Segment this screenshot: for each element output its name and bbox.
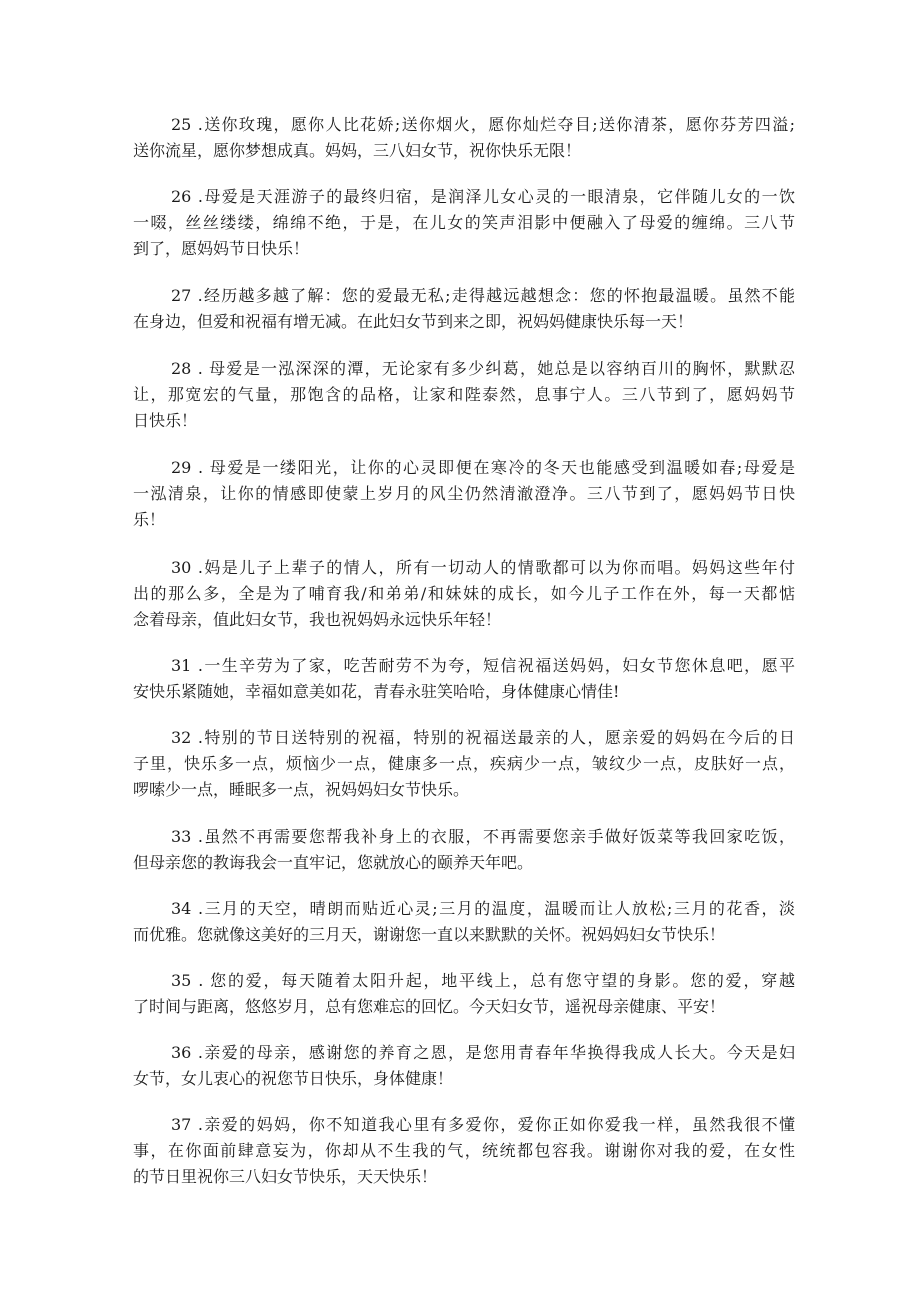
wish-item-32 <box>133 725 795 803</box>
wish-item-33 <box>133 824 795 876</box>
item-line: 31 .一生辛劳为了家，吃苦耐劳不为夸，短信祝福送妈妈，妇女节您休息吧，愿平 <box>171 656 795 675</box>
wish-item-31 <box>133 653 795 705</box>
item-line: 一泓清泉，让你的情感即使蒙上岁月的风尘仍然清澈澄净。三八节到了，愿妈妈节日快 <box>133 484 795 503</box>
wish-item-29 <box>133 455 795 533</box>
item-line: 事，在你面前肆意妄为，你却从不生我的气，统统都包容我。谢谢你对我的爱，在女性 <box>133 1141 795 1160</box>
item-line: 27 .经历越多越了解：您的爱最无私;走得越远越想念：您的怀抱最温暖。虽然不能 <box>171 286 795 305</box>
wish-item-28 <box>133 356 795 434</box>
item-line: 36 .亲爱的母亲，感谢您的养育之恩，是您用青春年华换得我成人长大。今天是妇 <box>171 1043 795 1062</box>
wish-item-27 <box>133 283 795 335</box>
item-line: 了时间与距离，悠悠岁月，总有您难忘的回忆。今天妇女节，遥祝母亲健康、平安！ <box>133 997 726 1016</box>
item-line: 而优雅。您就像这美好的三月天，谢谢您一直以来默默的关怀。祝妈妈妇女节快乐！ <box>133 925 726 944</box>
item-line: 乐！ <box>133 510 166 529</box>
item-line: 26 .母爱是天涯游子的最终归宿，是润泽儿女心灵的一眼清泉，它伴随儿女的一饮 <box>171 187 795 206</box>
item-line: 在身边，但爱和祝福有增无减。在此妇女节到来之即，祝妈妈健康快乐每一天！ <box>133 312 694 331</box>
item-line: 29 . 母爱是一缕阳光，让你的心灵即便在寒冷的冬天也能感受到温暖如春;母爱是 <box>171 458 795 477</box>
wish-item-26 <box>133 184 795 262</box>
item-line: 但母亲您的教诲我会一直牢记，您就放心的颐养天年吧。 <box>133 853 534 872</box>
item-line: 一啜，丝丝缕缕，绵绵不绝，于是，在儿女的笑声泪影中便融入了母爱的缠绵。三八节 <box>133 213 795 232</box>
item-line: 送你流星，愿你梦想成真。妈妈，三八妇女节，祝你快乐无限！ <box>133 141 582 160</box>
item-line: 日快乐！ <box>133 411 198 430</box>
item-line: 32 .特别的节日送特别的祝福，特别的祝福送最亲的人，愿亲爱的妈妈在今后的日 <box>171 728 795 747</box>
wish-item-37 <box>133 1112 795 1190</box>
item-line: 37 .亲爱的妈妈，你不知道我心里有多爱你，爱你正如你爱我一样，虽然我很不懂 <box>171 1115 795 1134</box>
item-line: 的节日里祝你三八妇女节快乐，天天快乐！ <box>133 1167 438 1186</box>
item-line: 25 .送你玫瑰，愿你人比花娇;送你烟火，愿你灿烂夺目;送你清茶，愿你芬芳四溢; <box>171 115 795 134</box>
item-line: 30 .妈是儿子上辈子的情人，所有一切动人的情歌都可以为你而唱。妈妈这些年付 <box>171 558 795 577</box>
item-line: 到了，愿妈妈节日快乐！ <box>133 239 310 258</box>
item-line: 出的那么多，全是为了哺育我/和弟弟/和妹妹的成长，如今儿子工作在外，每一天都惦 <box>133 584 795 603</box>
item-line: 子里，快乐多一点，烦恼少一点，健康多一点，疾病少一点，皱纹少一点，皮肤好一点， <box>133 754 795 773</box>
wish-item-25 <box>133 112 795 164</box>
item-line: 安快乐紧随她，幸福如意美如花，青春永驻笑哈哈，身体健康心情佳! <box>133 682 620 701</box>
item-line: 34 .三月的天空，晴朗而贴近心灵;三月的温度，温暖而让人放松;三月的花香，淡 <box>171 899 795 918</box>
item-line: 35 . 您的爱，每天随着太阳升起，地平线上，总有您守望的身影。您的爱，穿越 <box>171 971 795 990</box>
wish-item-35 <box>133 968 795 1020</box>
item-line: 女节，女儿衷心的祝您节日快乐，身体健康！ <box>133 1069 454 1088</box>
item-line: 啰嗦少一点，睡眠多一点，祝妈妈妇女节快乐。 <box>133 780 470 799</box>
item-line: 让，那宽宏的气量，那饱含的品格，让家和陛泰然，息事宁人。三八节到了，愿妈妈节 <box>133 385 795 404</box>
wish-item-34 <box>133 896 795 948</box>
wish-item-30 <box>133 555 795 633</box>
item-line: 念着母亲，值此妇女节，我也祝妈妈永远快乐年轻！ <box>133 610 502 629</box>
item-line: 33 .虽然不再需要您帮我补身上的衣服，不再需要您亲手做好饭菜等我回家吃饭， <box>171 827 795 846</box>
item-line: 28 . 母爱是一泓深深的潭，无论家有多少纠葛，她总是以容纳百川的胸怀，默默忍 <box>171 359 795 378</box>
wish-item-36 <box>133 1040 795 1092</box>
